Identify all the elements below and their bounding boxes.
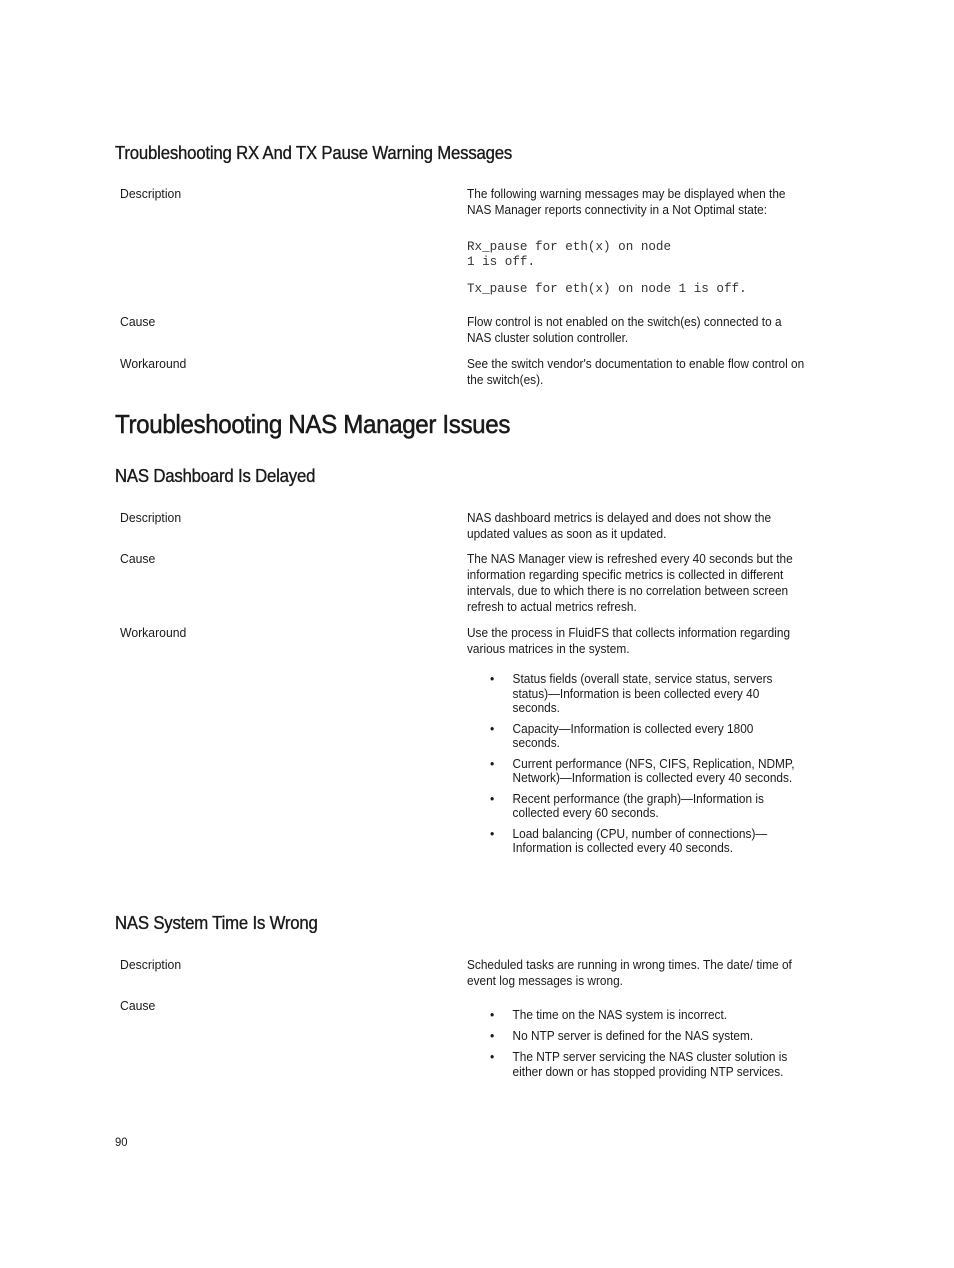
workaround-label: Workaround [120, 625, 187, 640]
bullet-icon: • [490, 671, 495, 686]
section-heading-time-wrong: NAS System Time Is Wrong [115, 913, 318, 933]
cause-text: The NAS Manager view is refreshed every 40 seconds but the information regarding specific metrics is collected in different intervals, due to which there is no correlation between screen refresh to actual metrics refresh. [467, 552, 793, 614]
list-item: • The NTP server servicing the NAS cluster solution is either down or has stopped providing NTP services. [490, 1049, 788, 1079]
metrics-interval-list [490, 672, 820, 856]
bullet-icon: • [490, 1007, 495, 1022]
description-text: NAS dashboard metrics is delayed and does not show the updated values as soon as it updated. [467, 511, 772, 541]
code-rx-pause: Rx_pause for eth(x) on node 1 is off. [467, 240, 672, 269]
cause-list [490, 1008, 820, 1079]
section-heading-dashboard-delayed: NAS Dashboard Is Delayed [115, 466, 316, 486]
chapter-heading: Troubleshooting NAS Manager Issues [115, 409, 511, 439]
bullet-icon: • [490, 825, 495, 841]
description-label: Description [120, 957, 182, 972]
list-item: • Recent performance (the graph)—Information is collected every 60 seconds. [490, 790, 764, 820]
workaround-label: Workaround [120, 356, 187, 371]
cause-label: Cause [120, 314, 156, 329]
list-item: • Status fields (overall state, service status, servers status)—Information is been collected every 40 seconds. [490, 671, 773, 715]
description-label: Description [120, 186, 182, 201]
cause-text: Flow control is not enabled on the switch(es) connected to a NAS cluster solution controller. [467, 315, 782, 345]
bullet-icon: • [490, 755, 495, 771]
description-text: Scheduled tasks are running in wrong times. The date/ time of event log messages is wrong. [467, 958, 792, 988]
bullet-icon: • [490, 720, 495, 736]
section-heading-rx-tx: Troubleshooting RX And TX Pause Warning Messages [115, 143, 513, 163]
cause-label: Cause [120, 551, 156, 566]
code-tx-pause: Tx_pause for eth(x) on node 1 is off. [467, 282, 747, 296]
description-label: Description [120, 510, 182, 525]
workaround-text: See the switch vendor's documentation to enable flow control on the switch(es). [467, 357, 805, 387]
list-item: • The time on the NAS system is incorrect. [490, 1007, 728, 1022]
bullet-icon: • [490, 790, 495, 806]
workaround-text: Use the process in FluidFS that collects information regarding various matrices in the system. [467, 626, 791, 656]
page-number: 90 [115, 1135, 128, 1149]
list-item: • Load balancing (CPU, number of connections)—Information is collected every 40 seconds. [490, 825, 768, 855]
list-item: • Current performance (NFS, CIFS, Replication, NDMP, Network)—Information is collected every 40 seconds. [490, 755, 795, 785]
list-item: • Capacity—Information is collected every 1800 seconds. [490, 720, 754, 750]
list-item: • No NTP server is defined for the NAS system. [490, 1028, 754, 1043]
cause-label: Cause [120, 998, 156, 1013]
bullet-icon: • [490, 1049, 495, 1064]
bullet-icon: • [490, 1028, 495, 1043]
description-text: The following warning messages may be displayed when the NAS Manager reports connectivity in a Not Optimal state: [467, 187, 786, 217]
